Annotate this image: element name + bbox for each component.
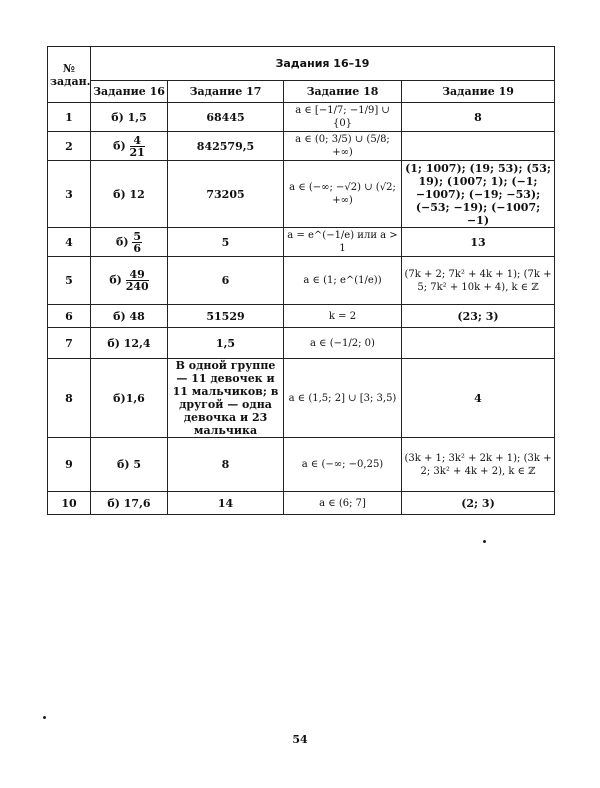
table-row — [48, 132, 555, 161]
cell-z17: В одной группе — 11 девочек и 11 мальчиков; в другой — одна девочка и 23 мальчика — [168, 359, 284, 438]
task-number-header: № задан. — [48, 47, 91, 103]
cell-n: 2 — [48, 132, 91, 161]
cell-n: 4 — [48, 228, 91, 257]
answers-table — [47, 46, 555, 515]
cell-z16: б) 1,5 — [91, 103, 168, 132]
cell-z18: a ∈ (−∞; −√2) ∪ (√2; +∞) — [284, 161, 402, 228]
table-row — [48, 228, 555, 257]
cell-z19 — [402, 132, 555, 161]
cell-z16: б) $\frac{4}{21}$ — [91, 132, 168, 161]
cell-z17: 842579,5 — [168, 132, 284, 161]
column-header-19: Задание 19 — [402, 81, 555, 103]
cell-z16: б)1,6 — [91, 359, 168, 438]
cell-z19: 13 — [402, 228, 555, 257]
fraction: $\frac{5}{6}$ — [133, 229, 142, 255]
cell-z19: (1; 1007); (19; 53); (53; 19); (1007; 1); (−1; −1007); (−19; −53); (−53; −19); (−1007; −1) — [402, 161, 555, 228]
cell-z19: 8 — [402, 103, 555, 132]
table-row — [48, 328, 555, 359]
table-row — [48, 492, 555, 515]
cell-z19: (2; 3) — [402, 492, 555, 515]
cell-z17: 73205 — [168, 161, 284, 228]
cell-n: 7 — [48, 328, 91, 359]
cell-z18: a = e^(−1/e) или a > 1 — [284, 228, 402, 257]
table-row — [48, 257, 555, 305]
scan-speck — [43, 716, 46, 719]
cell-z16: б) $\frac{49}{240}$ — [91, 257, 168, 305]
table-row — [48, 359, 555, 438]
cell-n: 1 — [48, 103, 91, 132]
cell-z17: 51529 — [168, 305, 284, 328]
table-row — [48, 305, 555, 328]
cell-n: 8 — [48, 359, 91, 438]
cell-z17: 1,5 — [168, 328, 284, 359]
cell-z18: k = 2 — [284, 305, 402, 328]
page-number: 54 — [292, 733, 308, 746]
section-title: Задания 16–19 — [91, 47, 555, 81]
fraction: $\frac{49}{240}$ — [125, 268, 149, 293]
cell-z19 — [402, 328, 555, 359]
cell-z16: б) 5 — [91, 438, 168, 492]
column-header-18: Задание 18 — [284, 81, 402, 103]
cell-z18: a ∈ (6; 7] — [284, 492, 402, 515]
fraction: $\frac{4}{21}$ — [129, 133, 145, 159]
column-header-17: Задание 17 — [168, 81, 284, 103]
cell-z18: a ∈ (−∞; −0,25) — [284, 438, 402, 492]
cell-n: 5 — [48, 257, 91, 305]
table-row — [48, 161, 555, 228]
cell-z17: 14 — [168, 492, 284, 515]
cell-z19: (3k + 1; 3k² + 2k + 1); (3k + 2; 3k² + 4k + 2), k ∈ ℤ — [402, 438, 555, 492]
cell-z17: 68445 — [168, 103, 284, 132]
cell-z16: б) 12,4 — [91, 328, 168, 359]
cell-z18: a ∈ [−1/7; −1/9] ∪ {0} — [284, 103, 402, 132]
cell-z18: a ∈ (−1/2; 0) — [284, 328, 402, 359]
cell-z16: б) 17,6 — [91, 492, 168, 515]
scan-speck — [483, 540, 486, 543]
table-row — [48, 103, 555, 132]
cell-z19: 4 — [402, 359, 555, 438]
table-row — [48, 438, 555, 492]
cell-z17: 6 — [168, 257, 284, 305]
cell-z19: (7k + 2; 7k² + 4k + 1); (7k + 5; 7k² + 10k + 4), k ∈ ℤ — [402, 257, 555, 305]
cell-z18: a ∈ (1,5; 2] ∪ [3; 3,5) — [284, 359, 402, 438]
cell-n: 9 — [48, 438, 91, 492]
cell-z19: (23; 3) — [402, 305, 555, 328]
cell-z16: б) $\frac{5}{6}$ — [91, 228, 168, 257]
cell-z16: б) 48 — [91, 305, 168, 328]
cell-z16: б) 12 — [91, 161, 168, 228]
cell-z17: 8 — [168, 438, 284, 492]
cell-z17: 5 — [168, 228, 284, 257]
cell-z18: a ∈ (0; 3/5) ∪ (5/8; +∞) — [284, 132, 402, 161]
column-header-16: Задание 16 — [91, 81, 168, 103]
cell-n: 6 — [48, 305, 91, 328]
cell-n: 3 — [48, 161, 91, 228]
cell-z18: a ∈ (1; e^(1/e)) — [284, 257, 402, 305]
cell-n: 10 — [48, 492, 91, 515]
